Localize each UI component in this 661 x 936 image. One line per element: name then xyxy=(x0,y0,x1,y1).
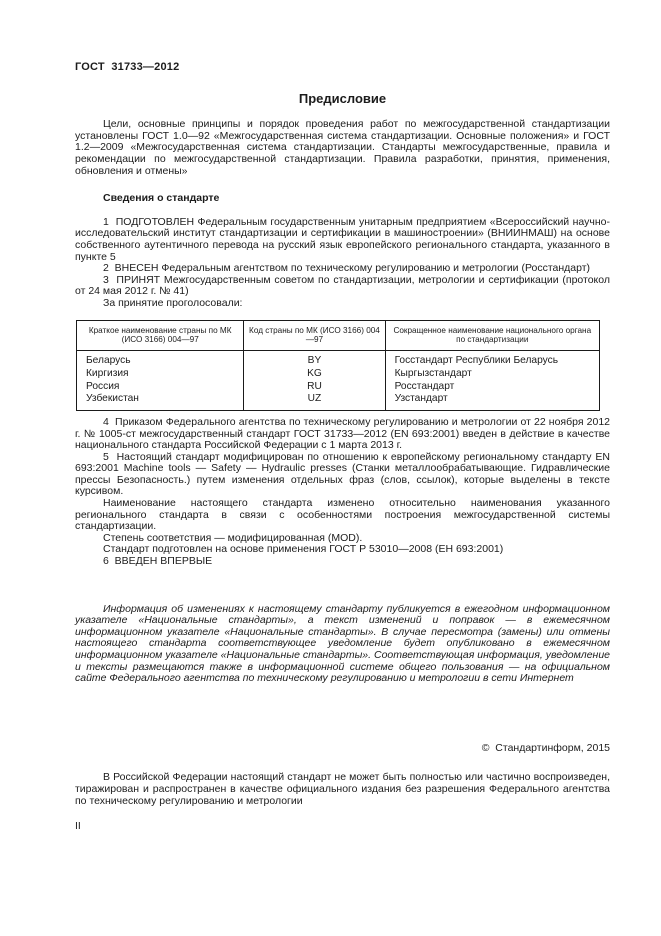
section-heading: Сведения о стандарте xyxy=(103,192,220,205)
cell-country-code: UZ xyxy=(244,393,385,410)
standard-item-2: 2 ВНЕСЕН Федеральным агентством по техническому регулированию и метрологии (Росстандарт) xyxy=(103,262,591,275)
standard-item-3: 3 ПРИНЯТ Межгосударственным советом по стандартизации, метрологии и сертификации (протокол от 24 мая 2012 г. № 41) xyxy=(75,273,610,298)
standard-item-1: 1 ПОДГОТОВЛЕН Федеральным государственным унитарным предприятием «Всероссийский научно-исследовательский институт стандартизации и сертификации в машиностроении» (ВНИИНМАШ) на основе собственного аутентичного перевода на русский язык европейского регионального стандарта, указанного в пункте 5 xyxy=(75,215,610,263)
cell-org-name: Узстандарт xyxy=(385,393,599,410)
voting-countries-table xyxy=(76,320,600,411)
standard-item-4: 4 Приказом Федерального агентства по техническому регулированию и метрологии от 22 ноября 2012 г. № 1005-ст межгосударственный стандарт ГОСТ 31733—2012 (EN 693:2001) введен в действие в качестве национального стандарта Российской Федерации с 1 марта 2013 г. xyxy=(75,415,610,452)
cell-org-name: Госстандарт Республики Беларусь xyxy=(385,351,599,368)
table-row xyxy=(77,381,600,394)
table-body xyxy=(77,351,600,411)
name-change-note: Наименование настоящего стандарта изменено относительно наименования указанного регионального стандарта в связи с особенностями построения межгосударственной системы стандартизации. xyxy=(75,497,610,533)
reproduction-note: В Российской Федерации настоящий стандарт не может быть полностью или частично воспроизведен, тиражирован и распространен в качестве официального издания без разрешения Федерального агентства по техническому регулированию и метрологии xyxy=(75,771,610,807)
doc-code: ГОСТ 31733—2012 xyxy=(75,61,180,73)
cell-country-code: RU xyxy=(244,381,385,394)
cell-country-name: Беларусь xyxy=(77,351,244,368)
page-title: Предисловие xyxy=(298,90,387,106)
page-number: II xyxy=(75,820,81,833)
cell-country-code: BY xyxy=(244,351,385,368)
table-header-code: Код страны по МК (ИСО 3166) 004—97 xyxy=(244,320,385,351)
standard-item-5: 5 Настоящий стандарт модифицирован по отношению к европейскому региональному стандарту EN 693:2001 Machine tools — Safety — Hydraulic presses (Станки металлообрабатывающие. Гидравлические прессы Безопасность.) путем изменения отдельных фраз (слов, ссылок), которые выделены в тексте курсивом. xyxy=(75,450,610,498)
copyright-line: © Стандартинформ, 2015 xyxy=(481,741,610,754)
table-row xyxy=(77,351,600,368)
vote-line: За принятие проголосовали: xyxy=(103,296,243,309)
table-row xyxy=(77,368,600,381)
standard-item-6: 6 ВВЕДЕН ВПЕРВЫЕ xyxy=(103,555,213,568)
table-header-org: Сокращенное наименование национального органа по стандартизации xyxy=(385,320,599,351)
cell-org-name: Росстандарт xyxy=(385,381,599,394)
table-header-country: Краткое наименование страны по МК (ИСО 3166) 004—97 xyxy=(77,320,244,351)
conformity-degree-line: Степень соответствия — модифицированная (MOD). xyxy=(103,531,363,544)
table-header-row xyxy=(77,320,600,351)
cell-country-name: Узбекистан xyxy=(77,393,244,410)
cell-country-name: Россия xyxy=(77,381,244,394)
table-row xyxy=(77,393,600,410)
basis-line: Стандарт подготовлен на основе применения ГОСТ Р 53010—2008 (ЕН 693:2001) xyxy=(103,543,504,556)
cell-country-name: Киргизия xyxy=(77,368,244,381)
cell-country-code: KG xyxy=(244,368,385,381)
intro-paragraph: Цели, основные принципы и порядок проведения работ по межгосударственной стандартизации установлены ГОСТ 1.0—92 «Межгосударственная система стандартизации. Основные положения» и ГОСТ 1.2—2009 «Межгосударственная система стандартизации. Стандарты межгосударственные, правила и рекомендации по межгосударственной стандартизации. Правила разработки, принятия, применения, обновления и отмены» xyxy=(75,118,610,177)
table-head xyxy=(77,320,600,351)
cell-org-name: Кыргызстандарт xyxy=(385,368,599,381)
publication-note: Информация об изменениях к настоящему стандарту публикуется в ежегодном информационном указателе «Национальные стандарты», а текст изменений и поправок — в ежемесячном информационном указателе «Национальные стандарты». В случае пересмотра (замены) или отмены настоящего стандарта соответствующее уведомление будет опубликовано в ежемесячном информационном указателе «Национальные стандарты». Соответствующая информация, уведомление и тексты размещаются также в информационной системе общего пользования — на официальном сайте Федерального агентства по техническому регулированию и метрологии в сети Интернет xyxy=(75,602,610,685)
